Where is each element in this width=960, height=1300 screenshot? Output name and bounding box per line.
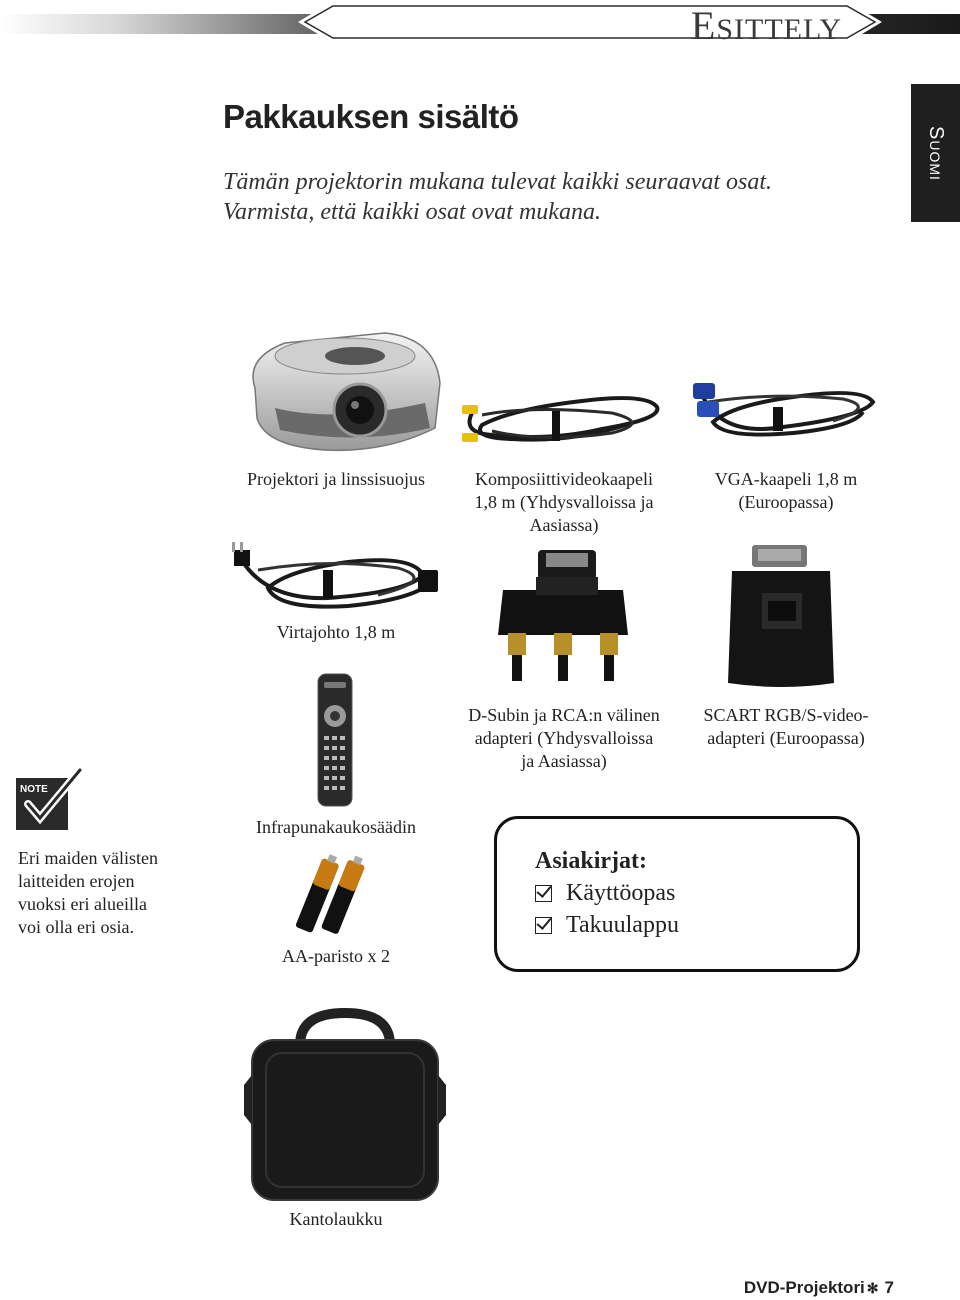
power-cord-image	[228, 540, 443, 620]
caption-vga-line-2: (Euroopassa)	[738, 492, 834, 512]
caption-remote: Infrapunakaukosäädin	[256, 817, 416, 837]
note-line-2: laitteiden erojen	[18, 871, 135, 891]
carrying-bag-image	[240, 1005, 450, 1205]
page-footer	[744, 1278, 894, 1298]
page-title: Pakkauksen sisältö	[223, 98, 519, 135]
note-icon-label: NOTE	[20, 784, 48, 795]
caption-dsub-adapter	[450, 704, 678, 773]
note-line-4: voi olla eri osia.	[18, 917, 134, 937]
footer-product: DVD-Projektori	[743, 1278, 865, 1297]
footer-star-icon: ✻	[866, 1280, 879, 1296]
note-icon	[14, 768, 84, 832]
checkbox-checked-icon	[535, 885, 552, 902]
caption-dsub-line-1: D-Subin ja RCA:n välinen	[468, 705, 660, 725]
note-line-1: Eri maiden välisten	[18, 848, 158, 868]
caption-composite-line-3: Aasiassa)	[529, 515, 599, 535]
remote-image	[316, 672, 354, 808]
caption-composite-line-1: Komposiittivideokaapeli	[475, 469, 653, 489]
language-tab-label	[911, 84, 960, 222]
checkbox-checked-icon	[535, 917, 552, 934]
language-cap: S	[925, 125, 947, 140]
caption-composite-cable	[450, 468, 678, 537]
documents-item-manual-label: Käyttöopas	[566, 880, 676, 906]
section-title	[691, 2, 842, 49]
caption-dsub-line-2: adapteri (Yhdysvalloissa	[474, 728, 654, 748]
caption-scart-line-1: SCART RGB/S-video-	[703, 705, 869, 725]
section-title-cap: E	[690, 3, 717, 48]
intro-line-1: Tämän projektorin mukana tulevat kaikki seuraavat osat.	[223, 169, 773, 195]
battery-image	[296, 852, 374, 944]
documents-item-warranty	[535, 909, 855, 941]
caption-projector: Projektori ja linssisuojus	[246, 469, 425, 489]
section-title-rest: SITTELY	[716, 13, 842, 46]
footer-page-number: 7	[884, 1278, 894, 1297]
documents-content	[535, 848, 855, 941]
caption-bag: Kantolaukku	[289, 1209, 383, 1229]
projector-image	[235, 318, 445, 460]
composite-cable-image	[452, 383, 672, 453]
caption-scart-adapter	[680, 704, 892, 750]
intro-line-2: Varmista, että kaikki osat ovat mukana.	[223, 199, 601, 225]
documents-item-manual	[535, 877, 855, 909]
caption-battery: AA-paristo x 2	[282, 946, 390, 966]
caption-dsub-line-3: ja Aasiassa)	[521, 751, 607, 771]
scart-adapter-image	[722, 543, 842, 693]
caption-scart-line-2: adapteri (Euroopassa)	[707, 728, 865, 748]
note-line-3: vuoksi eri alueilla	[18, 894, 147, 914]
documents-title: Asiakirjat:	[535, 848, 647, 874]
caption-vga-line-1: VGA-kaapeli 1,8 m	[714, 469, 858, 489]
caption-power-cord: Virtajohto 1,8 m	[276, 622, 396, 642]
caption-vga-cable	[680, 468, 892, 514]
caption-composite-line-2: 1,8 m (Yhdysvalloissa ja	[474, 492, 654, 512]
documents-item-warranty-label: Takuulappu	[566, 912, 679, 938]
intro-text	[223, 167, 883, 227]
dsub-rca-adapter-image	[488, 545, 638, 685]
note-text	[18, 847, 198, 939]
language-rest: UOMI	[927, 139, 943, 181]
vga-cable-image	[683, 377, 883, 447]
